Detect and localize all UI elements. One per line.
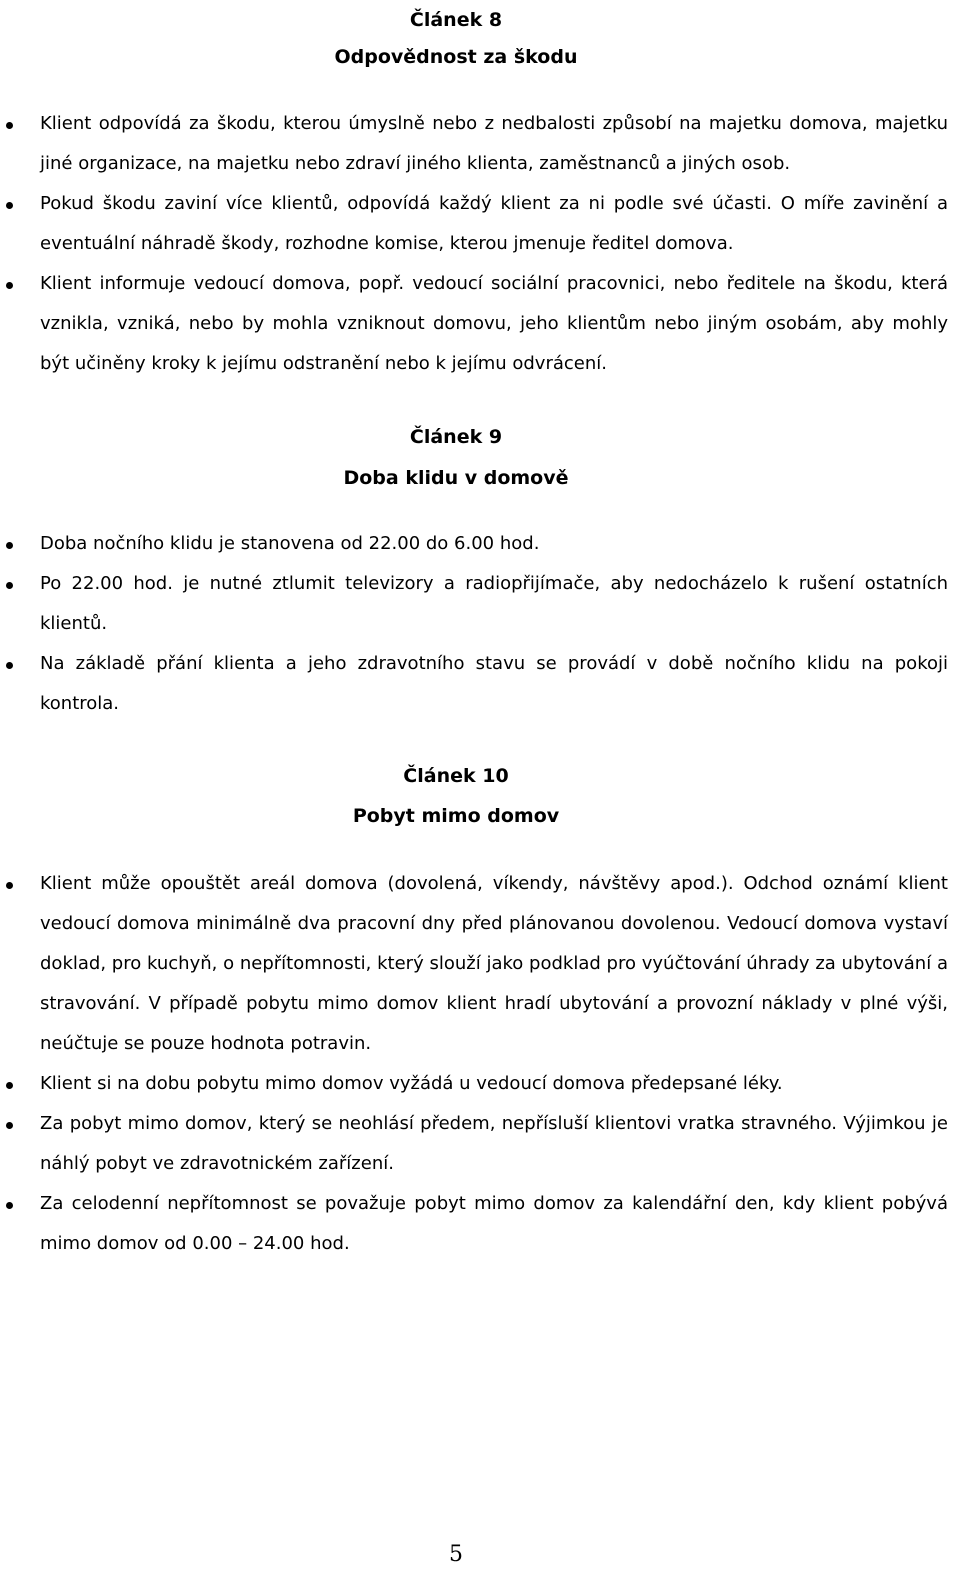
bullet-icon	[6, 662, 13, 669]
bullet-icon	[6, 1202, 13, 1209]
bullet-icon	[6, 122, 13, 129]
bullet-icon	[6, 882, 13, 889]
bullet-icon	[6, 582, 13, 589]
bullet-icon	[6, 1122, 13, 1129]
item-text: Pokud škodu zaviní více klientů, odpovídá každý klient za ni podle své účasti. O míře zavinění a eventuální náhradě škody, rozhodne komise, kterou jmenuje ředitel domova.	[40, 193, 948, 254]
bullet-icon	[6, 202, 13, 209]
item-text: Doba nočního klidu je stanovena od 22.00 do 6.00 hod.	[40, 533, 540, 554]
item-text: Klient odpovídá za škodu, kterou úmyslně nebo z nedbalosti způsobí na majetku domova, majetku jiné organizace, na majetku nebo zdraví jiného klienta, zaměstnanců a jiných osob.	[40, 113, 948, 174]
item-text: Klient může opouštět areál domova (dovolená, víkendy, návštěvy apod.). Odchod oznámí klient vedoucí domova minimálně dva pracovní dny před plánovanou dovolenou. Vedoucí domova vystaví doklad, pro kuchyň, o nepřítomnosti, který slouží jako podklad pro vyúčtování úhrady za ubytování a stravování. V případě pobytu mimo domov klient hradí ubytování a provozní náklady v plné výši, neúčtuje se pouze hodnota potravin.	[40, 873, 948, 1054]
list-item	[0, 1104, 954, 1184]
article-number: Článek 10	[403, 765, 509, 787]
list-item	[0, 184, 954, 264]
item-text: Klient si na dobu pobytu mimo domov vyžádá u vedoucí domova předepsané léky.	[40, 1073, 783, 1094]
article-title: Doba klidu v domově	[343, 467, 569, 489]
list-item	[0, 264, 954, 384]
bullet-icon	[6, 542, 13, 549]
article-items	[0, 104, 954, 384]
article-number: Článek 8	[409, 9, 503, 31]
bullet-icon	[6, 282, 13, 289]
page-number: 5	[449, 1542, 463, 1567]
list-item	[0, 1184, 954, 1264]
item-text: Za celodenní nepřítomnost se považuje pobyt mimo domov za kalendářní den, kdy klient pobývá mimo domov od 0.00 – 24.00 hod.	[40, 1193, 948, 1254]
item-text: Po 22.00 hod. je nutné ztlumit televizory a radiopřijímače, aby nedocházelo k rušení ostatních klientů.	[40, 573, 948, 634]
article-number: Článek 9	[409, 426, 503, 448]
bullet-icon	[6, 1082, 13, 1089]
list-item	[0, 644, 954, 724]
item-text: Za pobyt mimo domov, který se neohlásí předem, nepřísluší klientovi vratka stravného. Výjimkou je náhlý pobyt ve zdravotnickém zařízení.	[40, 1113, 948, 1174]
article-items	[0, 864, 954, 1264]
list-item	[0, 864, 954, 1064]
article-title: Pobyt mimo domov	[352, 805, 560, 827]
item-text: Na základě přání klienta a jeho zdravotního stavu se provádí v době nočního klidu na pokoji kontrola.	[40, 653, 948, 714]
article-title: Odpovědnost za škodu	[334, 46, 578, 68]
list-item	[0, 524, 954, 564]
list-item	[0, 1064, 954, 1104]
item-text: Klient informuje vedoucí domova, popř. vedoucí sociální pracovnici, nebo ředitele na škodu, která vznikla, vzniká, nebo by mohla vzniknout domovu, jeho klientům nebo jiným osobám, aby mohly být učiněny kroky k jejímu odstranění nebo k jejímu odvrácení.	[40, 273, 948, 374]
list-item	[0, 104, 954, 184]
list-item	[0, 564, 954, 644]
article-items	[0, 524, 954, 724]
